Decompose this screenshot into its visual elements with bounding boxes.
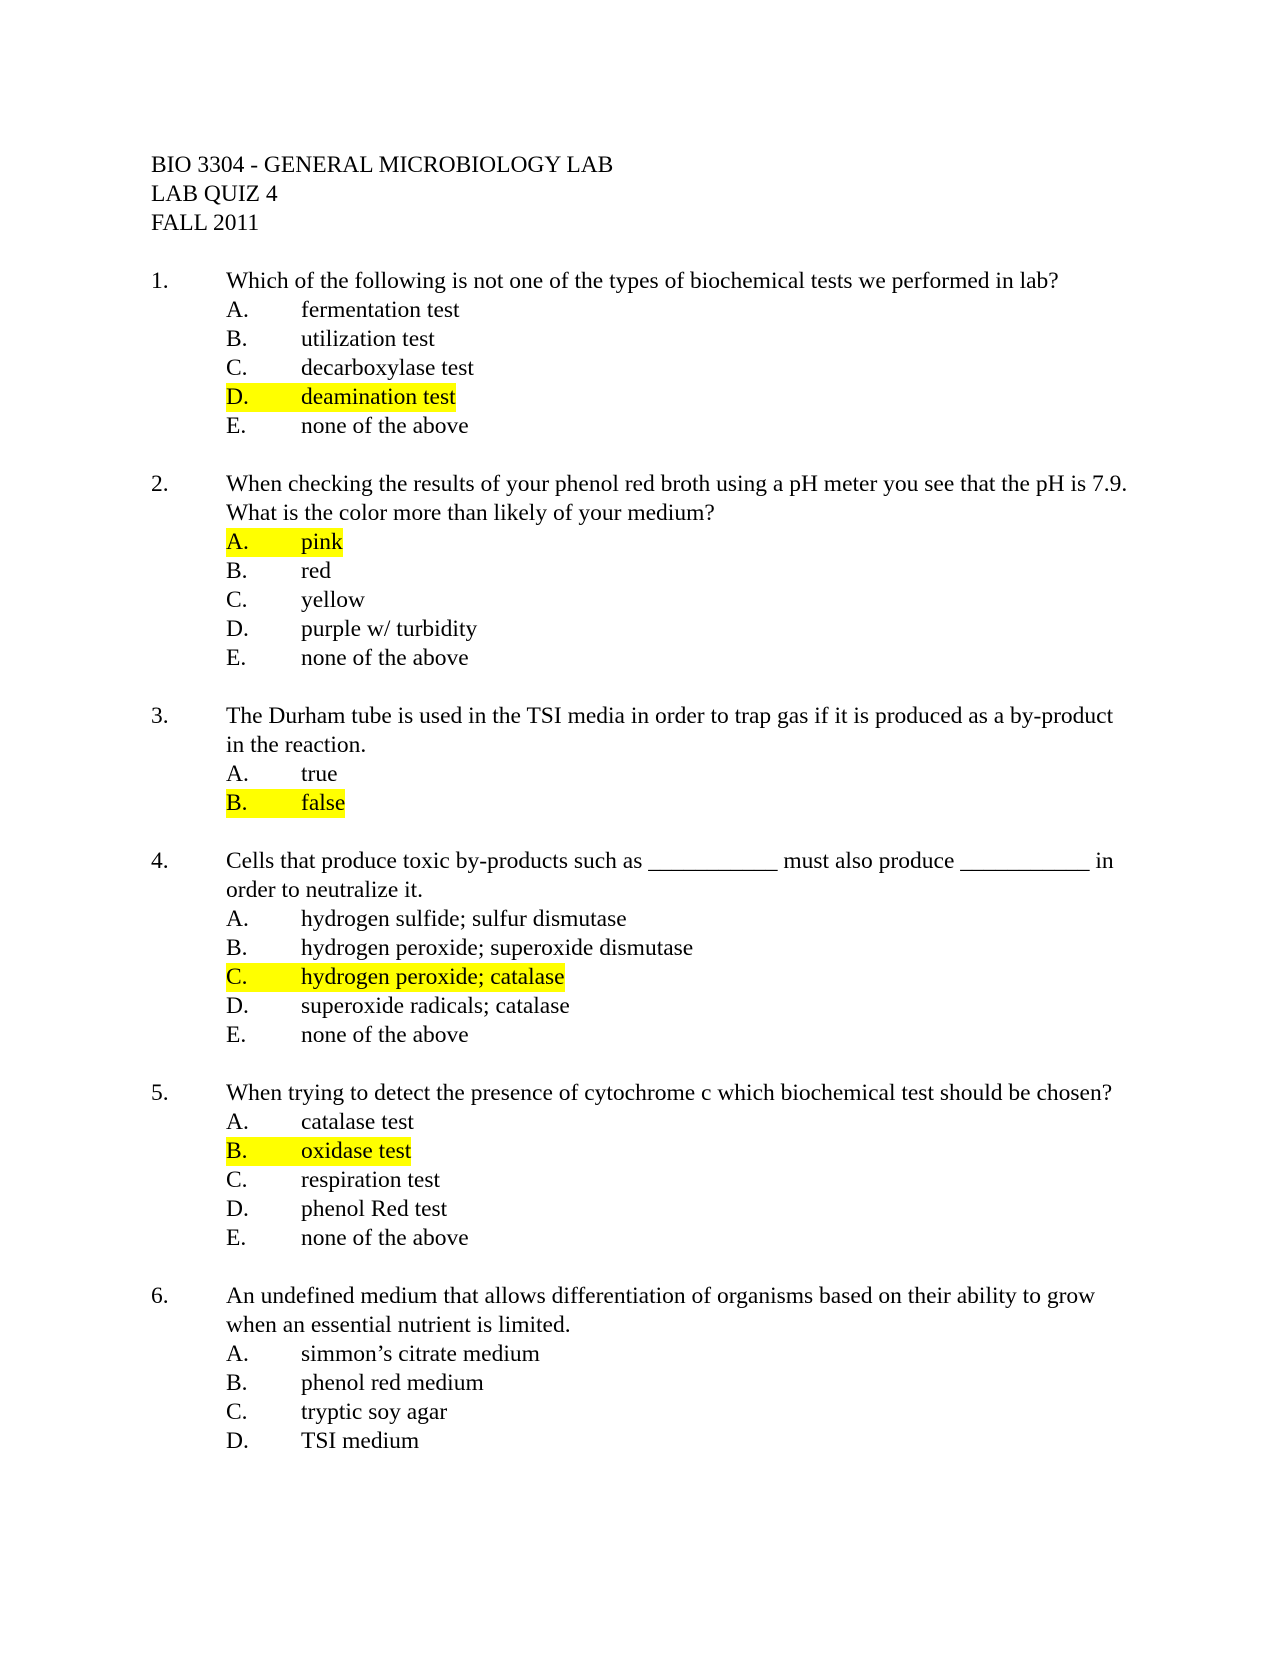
answer-option (226, 1340, 1131, 1369)
option-text: true (301, 761, 338, 787)
option-text: tryptic soy agar (301, 1399, 448, 1425)
option-letter: C. (226, 587, 248, 613)
answer-option-content (226, 1166, 440, 1195)
option-letter: B. (226, 1138, 248, 1164)
answer-option (226, 760, 1131, 789)
answer-option (226, 615, 1131, 644)
answer-option-content (226, 1398, 447, 1427)
option-text: red (301, 558, 332, 584)
answer-option (226, 1398, 1131, 1427)
answer-option (226, 1166, 1131, 1195)
answer-option (226, 412, 1131, 441)
question-text: When checking the results of your phenol red broth using a pH meter you see that the pH is 7.9. What is the color more than likely of your medium? (226, 471, 1128, 526)
question-row (151, 1079, 1131, 1108)
option-letter: E. (226, 1022, 247, 1048)
question-row (151, 847, 1131, 905)
question-text: The Durham tube is used in the TSI media in order to trap gas if it is produced as a by-product in the reaction. (226, 703, 1114, 758)
answer-option (226, 1224, 1131, 1253)
question-5 (151, 1079, 1131, 1253)
question-number: 4. (151, 848, 169, 874)
option-letter: D. (226, 384, 249, 410)
answer-option-content (226, 760, 338, 789)
answer-option-content (226, 1108, 414, 1137)
answer-option-content (226, 963, 565, 992)
option-letter: B. (226, 790, 248, 816)
answer-option (226, 325, 1131, 354)
answer-option-content (226, 1195, 447, 1224)
answer-option (226, 354, 1131, 383)
answer-option (226, 1195, 1131, 1224)
answer-option-content (226, 1340, 540, 1369)
question-4 (151, 847, 1131, 1050)
option-text: superoxide radicals; catalase (301, 993, 570, 1019)
option-letter: A. (226, 1341, 249, 1367)
answer-option (226, 586, 1131, 615)
option-text: phenol Red test (301, 1196, 448, 1222)
option-text: catalase test (301, 1109, 414, 1135)
question-number: 3. (151, 703, 169, 729)
answer-option-highlighted (226, 383, 1131, 412)
answer-option-content (226, 528, 343, 557)
option-letter: D. (226, 1196, 249, 1222)
answer-option-content (226, 1137, 411, 1166)
question-number: 5. (151, 1080, 169, 1106)
option-text: respiration test (301, 1167, 441, 1193)
option-text: none of the above (301, 1225, 469, 1251)
answer-options (151, 528, 1131, 673)
answer-option (226, 905, 1131, 934)
answer-option-content (226, 557, 331, 586)
option-text: pink (301, 529, 343, 555)
answer-option (226, 557, 1131, 586)
option-text: false (301, 790, 346, 816)
answer-option-content (226, 789, 345, 818)
answer-options (151, 905, 1131, 1050)
answer-option-highlighted (226, 789, 1131, 818)
question-3 (151, 702, 1131, 818)
answer-option-content (226, 992, 570, 1021)
option-text: purple w/ turbidity (301, 616, 478, 642)
option-letter: C. (226, 964, 248, 990)
answer-option-highlighted (226, 528, 1131, 557)
answer-option-content (226, 412, 469, 441)
answer-option-content (226, 296, 460, 325)
answer-options (151, 1108, 1131, 1253)
answer-option (226, 934, 1131, 963)
answer-option (226, 644, 1131, 673)
option-letter: D. (226, 993, 249, 1019)
question-text: When trying to detect the presence of cytochrome c which biochemical test should be chosen? (226, 1080, 1113, 1106)
question-2 (151, 470, 1131, 673)
option-letter: B. (226, 558, 248, 584)
option-letter: B. (226, 935, 248, 961)
question-row (151, 267, 1131, 296)
option-letter: E. (226, 645, 247, 671)
answer-option-content (226, 383, 456, 412)
option-letter: A. (226, 297, 249, 323)
answer-option-content (226, 586, 365, 615)
answer-option-content (226, 325, 435, 354)
answer-option-content (226, 1021, 469, 1050)
question-text: Which of the following is not one of the types of biochemical tests we performed in lab? (226, 268, 1059, 294)
option-letter: B. (226, 1370, 248, 1396)
option-text: simmon’s citrate medium (301, 1341, 540, 1367)
course-title: BIO 3304 - GENERAL MICROBIOLOGY LAB (151, 152, 614, 178)
option-text: deamination test (301, 384, 456, 410)
answer-options (151, 760, 1131, 818)
option-text: hydrogen peroxide; superoxide dismutase (301, 935, 694, 961)
option-letter: E. (226, 413, 247, 439)
term-label: FALL 2011 (151, 210, 260, 236)
question-1 (151, 267, 1131, 441)
question-6 (151, 1282, 1131, 1456)
document-header (151, 151, 1131, 238)
option-text: oxidase test (301, 1138, 412, 1164)
answer-option-content (226, 905, 627, 934)
question-row (151, 1282, 1131, 1340)
answer-option (226, 1021, 1131, 1050)
option-text: decarboxylase test (301, 355, 474, 381)
option-letter: D. (226, 616, 249, 642)
option-letter: E. (226, 1225, 247, 1251)
option-text: phenol red medium (301, 1370, 484, 1396)
answer-option (226, 992, 1131, 1021)
option-letter: B. (226, 326, 248, 352)
answer-option-content (226, 1369, 484, 1398)
option-letter: D. (226, 1428, 249, 1454)
question-number: 1. (151, 268, 169, 294)
answer-option-content (226, 1427, 419, 1456)
option-letter: C. (226, 355, 248, 381)
option-letter: A. (226, 761, 249, 787)
answer-option (226, 1427, 1131, 1456)
option-letter: C. (226, 1399, 248, 1425)
option-letter: C. (226, 1167, 248, 1193)
question-row (151, 470, 1131, 528)
question-number: 6. (151, 1283, 169, 1309)
option-text: TSI medium (301, 1428, 420, 1454)
option-letter: A. (226, 529, 249, 555)
option-text: fermentation test (301, 297, 460, 323)
answer-option-content (226, 1224, 469, 1253)
answer-option (226, 296, 1131, 325)
option-text: none of the above (301, 645, 469, 671)
option-text: utilization test (301, 326, 435, 352)
answer-option-highlighted (226, 963, 1131, 992)
answer-option-highlighted (226, 1137, 1131, 1166)
option-text: none of the above (301, 413, 469, 439)
quiz-title: LAB QUIZ 4 (151, 181, 278, 207)
option-letter: A. (226, 906, 249, 932)
question-number: 2. (151, 471, 169, 497)
answer-option-content (226, 615, 477, 644)
document-page (151, 151, 1131, 1485)
question-row (151, 702, 1131, 760)
question-text: An undefined medium that allows differentiation of organisms based on their ability to grow when an essential nutrient is limited. (226, 1283, 1096, 1338)
answer-options (151, 296, 1131, 441)
option-text: yellow (301, 587, 365, 613)
answer-option-content (226, 354, 474, 383)
answer-option-content (226, 934, 693, 963)
option-text: hydrogen sulfide; sulfur dismutase (301, 906, 627, 932)
option-text: none of the above (301, 1022, 469, 1048)
option-text: hydrogen peroxide; catalase (301, 964, 565, 990)
answer-option-content (226, 644, 469, 673)
answer-option (226, 1108, 1131, 1137)
answer-options (151, 1340, 1131, 1456)
question-list (151, 267, 1131, 1456)
option-letter: A. (226, 1109, 249, 1135)
answer-option (226, 1369, 1131, 1398)
question-text: Cells that produce toxic by-products such as ___________ must also produce ___________ in order to neutralize it. (226, 848, 1114, 903)
